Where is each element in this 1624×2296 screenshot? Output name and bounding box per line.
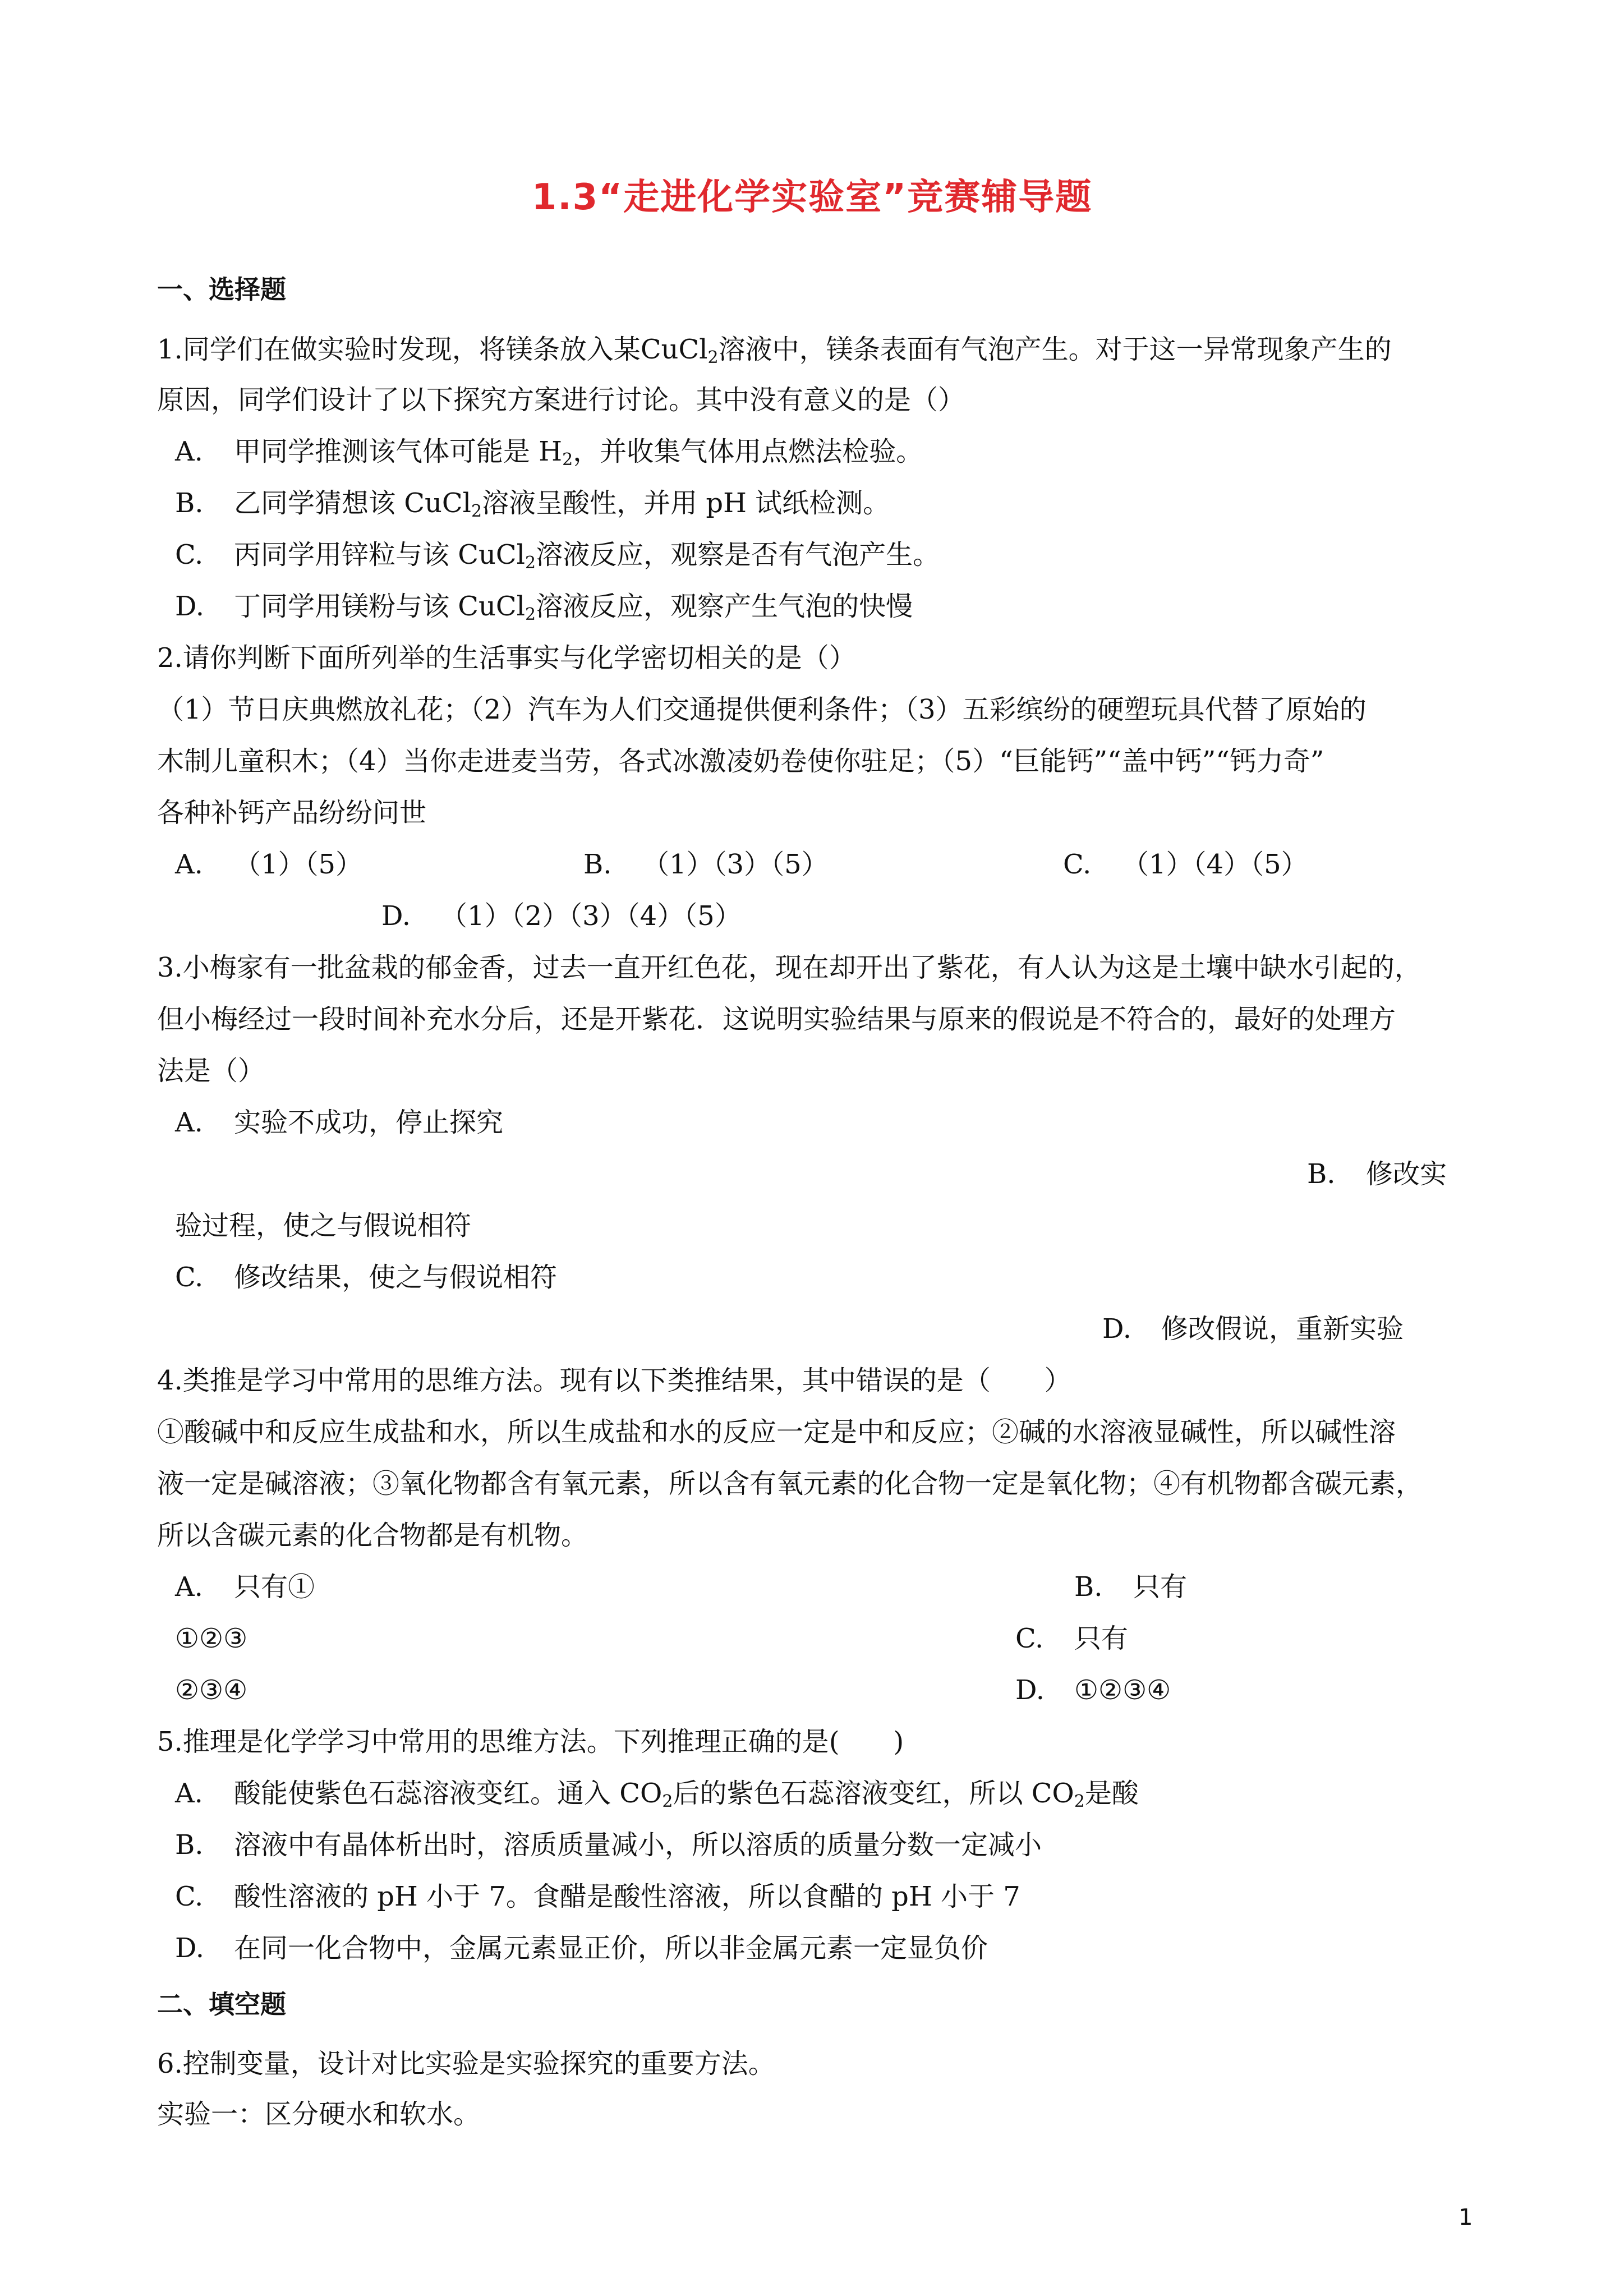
section-heading-fill-in: 二、填空题	[157, 1989, 286, 2019]
question-4-line-2: ①酸碱中和反应生成盐和水，所以生成盐和水的反应一定是中和反应；②碱的水溶液显碱性，所以碱性溶	[157, 1416, 1396, 1448]
question-5-option-a: A. 酸能使紫色石蕊溶液变红。通入 $CO_2$后的紫色石蕊溶液变红，所以 $CO_2$是酸	[175, 1778, 1139, 1811]
question-1-line-1: 1.同学们在做实验时发现，将镁条放入某CuCl$_2$溶液中，镁条表面有气泡产生。对于这一异常现象产生的	[157, 334, 1392, 367]
question-4-line-4: 所以含碳元素的化合物都是有机物。	[157, 1520, 588, 1551]
question-6-line-2: 实验一：区分硬水和软水。	[157, 2099, 481, 2130]
question-4-line-3: 液一定是碱溶液；③氧化物都含有氧元素，所以含有氧元素的化合物一定是氧化物；④有机物都含碳元素，	[157, 1468, 1423, 1499]
question-1-option-b: B. 乙同学猜想该 CuCl$_2$溶液呈酸性，并用 pH 试纸检测。	[175, 487, 890, 521]
question-2-line-4: 各种补钙产品纷纷问世	[157, 797, 427, 829]
question-2-line-1: 2.请你判断下面所列举的生活事实与化学密切相关的是（）	[157, 642, 856, 674]
question-3-line-3: 法是（）	[157, 1055, 265, 1087]
page-number: 1	[1459, 2205, 1473, 2230]
question-2-option-c: C. （1）（4）（5）	[1063, 849, 1308, 880]
question-6-line-1: 6.控制变量，设计对比实验是实验探究的重要方法。	[157, 2048, 775, 2079]
question-4-option-c-continued: ②③④	[175, 1674, 248, 1706]
question-2-option-d: D. （1）（2）（3）（4）（5）	[381, 900, 742, 932]
question-5-line-1: 5.推理是化学学习中常用的思维方法。下列推理正确的是( )	[157, 1726, 904, 1757]
question-4-option-b: B. 只有	[1074, 1571, 1188, 1603]
question-3-option-b: B. 修改实	[1307, 1158, 1447, 1190]
question-3-option-d: D. 修改假说，重新实验	[1102, 1313, 1404, 1345]
question-2-option-b: B. （1）（3）（5）	[583, 849, 829, 880]
question-1-option-a: A. 甲同学推测该气体可能是 $H_2$，并收集气体用点燃法检验。	[175, 436, 923, 470]
question-4-line-1: 4.类推是学习中常用的思维方法。现有以下类推结果，其中错误的是（ ）	[157, 1365, 1071, 1396]
question-4-option-c: C. 只有	[1015, 1623, 1129, 1654]
question-4-option-d: D. ①②③④	[1015, 1674, 1171, 1706]
question-5-option-d: D. 在同一化合物中，金属元素显正价，所以非金属元素一定显负价	[175, 1932, 988, 1964]
question-4-option-b-continued: ①②③	[175, 1623, 248, 1654]
page-title: 1.3“走进化学实验室”竞赛辅导题	[531, 177, 1093, 218]
question-3-line-1: 3.小梅家有一批盆栽的郁金香，过去一直开红色花，现在却开出了紫花，有人认为这是土壤中缺水引起的，	[157, 952, 1421, 983]
question-5-option-c: C. 酸性溶液的 pH 小于 7。食醋是酸性溶液，所以食醋的 pH 小于 7	[175, 1881, 1020, 1912]
question-3-option-a: A. 实验不成功，停止探究	[175, 1107, 504, 1138]
question-2-line-2: （1）节日庆典燃放礼花；（2）汽车为人们交通提供便利条件；（3）五彩缤纷的硬塑玩具代替了原始的	[157, 694, 1367, 725]
section-heading-multiple-choice: 一、选择题	[157, 274, 286, 305]
question-3-line-2: 但小梅经过一段时间补充水分后，还是开紫花．这说明实验结果与原来的假说是不符合的，最好的处理方	[157, 1004, 1396, 1035]
question-4-option-a: A. 只有①	[175, 1571, 315, 1603]
question-1-line-2: 原因，同学们设计了以下探究方案进行讨论。其中没有意义的是（）	[157, 384, 965, 416]
question-1-option-c: C. 丙同学用锌粒与该 CuCl$_2$溶液反应，观察是否有气泡产生。	[175, 539, 940, 573]
question-3-option-c: C. 修改结果，使之与假说相符	[175, 1262, 558, 1293]
question-1-option-d: D. 丁同学用镁粉与该 CuCl$_2$溶液反应，观察产生气泡的快慢	[175, 591, 913, 624]
question-5-option-b: B. 溶液中有晶体析出时，溶质质量减小，所以溶质的质量分数一定减小	[175, 1829, 1042, 1861]
question-2-line-3: 木制儿童积木；（4）当你走进麦当劳，各式冰激凌奶卷使你驻足；（5）“巨能钙”“盖中钙”“钙力奇”	[157, 746, 1324, 777]
question-2-option-a: A. （1）（5）	[175, 849, 363, 880]
question-3-option-b-continued: 验过程，使之与假说相符	[175, 1210, 472, 1241]
